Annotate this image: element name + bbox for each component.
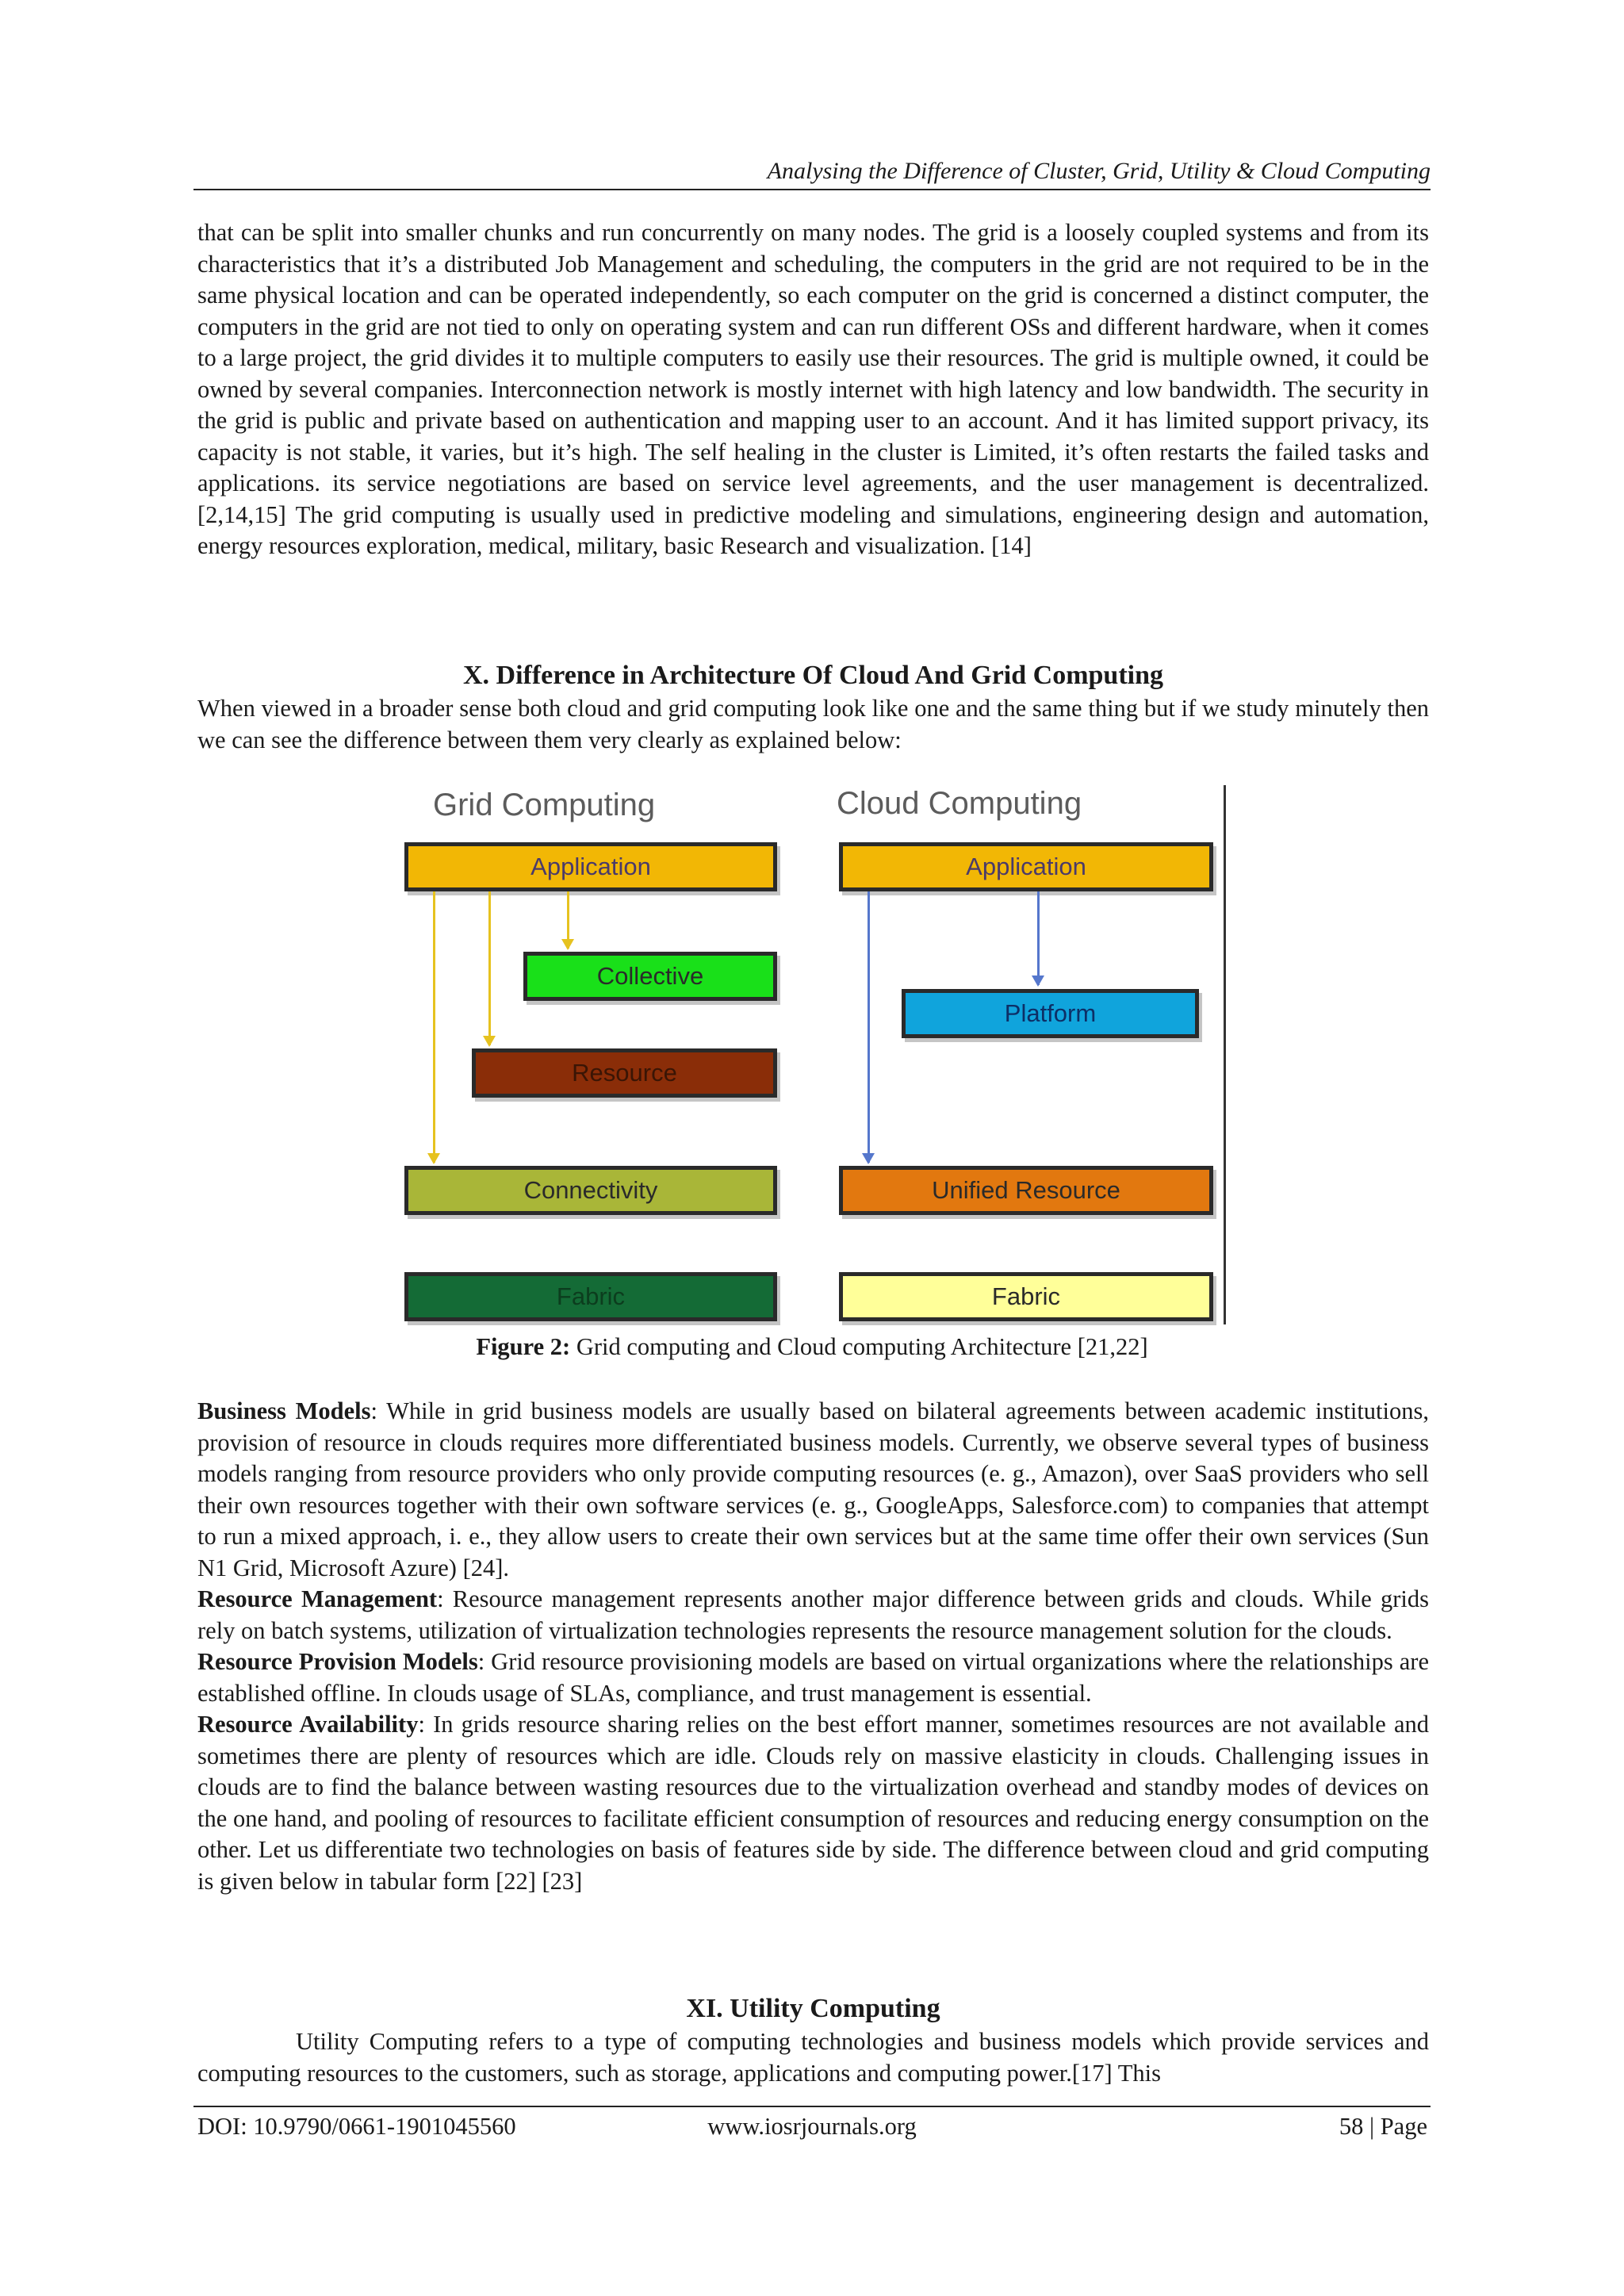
grid-layer-fabric bbox=[404, 1272, 777, 1321]
grid-layer-fabric-label: Fabric bbox=[556, 1282, 626, 1310]
definition-resource-availability bbox=[197, 1709, 1429, 1897]
grid-layer-collective-label: Collective bbox=[596, 962, 704, 990]
cloud-arrow-unified-resource bbox=[868, 891, 870, 1163]
grid-arrow-collective bbox=[567, 891, 569, 949]
footer-page-number: 58 | Page bbox=[1339, 2113, 1427, 2140]
term-resource-provision-models: Resource Provision Models bbox=[197, 1648, 478, 1675]
cloud-layer-application bbox=[839, 842, 1213, 891]
section-xi-text: Utility Computing refers to a type of computing technologies and business models which provide services and computing resources to the customers, such as storage, applications and computing power.[17] This bbox=[197, 2028, 1429, 2087]
cloud-layer-application-label: Application bbox=[966, 853, 1086, 880]
cloud-layer-unified-resource bbox=[839, 1166, 1213, 1215]
header-rule bbox=[193, 189, 1431, 190]
figure-caption bbox=[193, 1331, 1431, 1363]
grid-layer-resource bbox=[472, 1048, 777, 1098]
grid-layer-connectivity bbox=[404, 1166, 777, 1215]
footer-rule bbox=[193, 2106, 1431, 2107]
definitions-block bbox=[197, 1396, 1429, 1897]
figure-border-rule bbox=[1224, 785, 1226, 1324]
intro-block bbox=[197, 217, 1429, 562]
grid-layer-collective bbox=[523, 952, 777, 1001]
cloud-layer-platform-label: Platform bbox=[1004, 999, 1097, 1027]
section-xi bbox=[197, 1991, 1429, 2089]
term-resource-availability: Resource Availability bbox=[197, 1711, 419, 1738]
section-x-heading: X. Difference in Architecture Of Cloud And Grid Computing bbox=[462, 661, 1164, 690]
definition-resource-management bbox=[197, 1584, 1429, 1646]
term-business-models: Business Models bbox=[197, 1397, 371, 1424]
grid-layer-resource-label: Resource bbox=[572, 1059, 677, 1087]
cloud-layer-fabric bbox=[839, 1272, 1213, 1321]
definition-resource-provision-models-text: : Grid resource provisioning models are based on virtual organizations where the relationships are established offline. In clouds usage of SLAs, compliance, and trust management is essential. bbox=[197, 1648, 1429, 1707]
cloud-layer-unified-resource-label: Unified Resource bbox=[932, 1176, 1120, 1204]
cloud-layer-fabric-label: Fabric bbox=[991, 1282, 1061, 1310]
definition-resource-provision-models bbox=[197, 1646, 1429, 1709]
cloud-arrow-platform bbox=[1037, 891, 1040, 985]
section-x-intro: When viewed in a broader sense both cloud and grid computing look like one and the same thing but if we study minutely then we can see the difference between them very clearly as explained below: bbox=[197, 695, 1429, 753]
term-resource-management: Resource Management bbox=[197, 1585, 438, 1612]
grid-computing-title: Grid Computing bbox=[433, 788, 656, 822]
grid-arrow-resource bbox=[488, 891, 491, 1045]
section-xi-heading: XI. Utility Computing bbox=[686, 1994, 940, 2023]
figure-caption-label: Figure 2: bbox=[476, 1333, 571, 1360]
grid-layer-connectivity-label: Connectivity bbox=[523, 1176, 658, 1204]
intro-paragraph: that can be split into smaller chunks and run concurrently on many nodes. The grid is a loosely coupled systems and from its characteristics that it’s a distributed Job Management and scheduling, the computers in the grid are not required to be in the same physical location and can be operated independently, so each computer on the grid is concerned a distinct computer, the computers in the grid are not tied to only on operating system and can run different OSs and different hardware, when it comes to a large project, the grid divides it to multiple computers to easily use their resources. The grid is multiple owned, it could be owned by several companies. Interconnection network is mostly internet with high latency and low bandwidth. The security in the grid is public and private based on authentication and mapping user to an account. And it has limited support privacy, its capacity is not stable, it varies, but it’s high. The self healing in the cluster is Limited, it’s often restarts the failed tasks and applications. its service negotiations are based on service level agreements, and the user management is decentralized.[2,14,15] The grid computing is usually used in predictive modeling and simulations, engineering design and automation, energy resources exploration, medical, military, basic Research and visualization. [14] bbox=[197, 219, 1429, 559]
grid-layer-application-label: Application bbox=[530, 853, 651, 880]
definition-resource-management-text: : Resource management represents another major difference between grids and clouds. While grids rely on batch systems, utilization of virtualization technologies represents the resource management solution for the clouds. bbox=[197, 1585, 1429, 1644]
definition-resource-availability-text: : In grids resource sharing relies on the best effort manner, sometimes resources are not available and sometimes there are plenty of resources which are idle. Clouds rely on massive elasticity in clouds. Challenging issues in clouds are to find the balance between wasting resources due to the virtualization overhead and standby modes of devices on the one hand, and pooling of resources to facilitate efficient consumption of resources and reducing energy consumption on the other. Let us differentiate two technologies on basis of features side by side. The difference between cloud and grid computing is given below in tabular form [22] [23] bbox=[197, 1711, 1429, 1895]
running-header: Analysing the Difference of Cluster, Grid, Utility & Cloud Computing bbox=[767, 158, 1431, 184]
footer-doi: DOI: 10.9790/0661-1901045560 bbox=[197, 2113, 516, 2140]
grid-layer-application bbox=[404, 842, 777, 891]
section-x bbox=[197, 658, 1429, 756]
grid-arrow-connectivity bbox=[433, 891, 435, 1163]
definition-business-models bbox=[197, 1396, 1429, 1584]
figure-caption-text: Grid computing and Cloud computing Architecture [21,22] bbox=[570, 1333, 1148, 1360]
architecture-figure bbox=[389, 781, 1237, 1328]
definition-business-models-text: : While in grid business models are usually based on bilateral agreements between academic institutions, provision of resource in clouds requires more differentiated business models. Currently, we observe several types of business models ranging from resource providers who only provide computing resources (e. g., Amazon), over SaaS providers who sell their own resources together with their own software services (e. g., GoogleApps, Salesforce.com) to companies that attempt to run a mixed approach, i. e., they allow users to create their own services but at the same time offer their own services (Sun N1 Grid, Microsoft Azure) [24]. bbox=[197, 1397, 1429, 1581]
cloud-layer-platform bbox=[902, 989, 1199, 1038]
footer-website: www.iosrjournals.org bbox=[707, 2113, 917, 2140]
cloud-computing-title: Cloud Computing bbox=[837, 786, 1082, 821]
